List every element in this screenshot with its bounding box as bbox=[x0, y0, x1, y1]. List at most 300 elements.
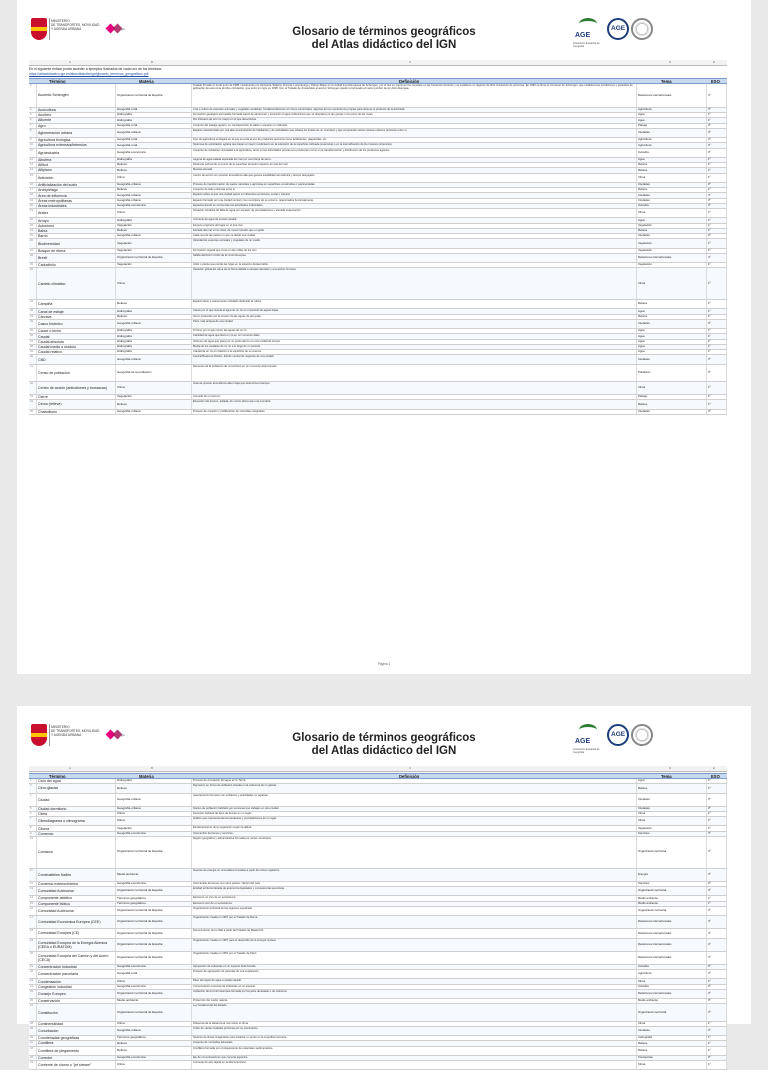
definition-cell: Concentración excesiva de industrias en un espacio. bbox=[192, 985, 637, 989]
level-cell: 3º bbox=[707, 999, 727, 1003]
subject-cell: Hidrografía bbox=[116, 309, 192, 313]
table-row bbox=[29, 254, 727, 263]
level-cell: 1º bbox=[707, 163, 727, 167]
row-number: 3 bbox=[29, 784, 37, 792]
level-cell: 1º bbox=[707, 300, 727, 308]
row-number: 20 bbox=[29, 952, 37, 964]
definition-cell: Variación global del clima de la Tierra debida a causas naturales y a la acción humana. bbox=[192, 268, 637, 299]
theme-cell: Medio ambiente bbox=[637, 896, 707, 900]
theme-cell: Agua bbox=[637, 329, 707, 333]
subject-cell: Geografía urbana bbox=[116, 183, 192, 187]
table-row bbox=[29, 887, 727, 896]
term-cell: Comunidad Económica Europea (CEE) bbox=[37, 916, 116, 928]
row-number: 16 bbox=[29, 183, 37, 187]
theme-cell: Relaciones internacionales bbox=[637, 990, 707, 998]
page-header bbox=[17, 0, 751, 58]
row-number: 11 bbox=[29, 869, 37, 881]
row-number: 14 bbox=[29, 896, 37, 900]
theme-cell: Agricultura bbox=[637, 143, 707, 147]
table-row bbox=[29, 149, 727, 158]
level-cell: 3º bbox=[707, 193, 727, 197]
level-cell: 1º bbox=[707, 395, 727, 399]
row-number: 22 bbox=[29, 970, 37, 978]
term-cell: Aridez bbox=[37, 209, 116, 217]
definition-cell: Meseta elevada. bbox=[192, 168, 637, 172]
theme-cell: Transportes bbox=[637, 1056, 707, 1060]
definition-cell: Entidad territorial dotada de autonomía legislativa y competencias ejecutivas. bbox=[192, 887, 637, 895]
examples-link[interactable]: https://atlasdidactico.ign.es/atlasdidacticoign/glosario_terminos_geograficos.pdf bbox=[29, 71, 149, 76]
row-number: 28 bbox=[29, 254, 37, 262]
theme-cell: Ciudades bbox=[637, 1027, 707, 1035]
level-cell: 1º bbox=[707, 188, 727, 192]
row-number: 27 bbox=[29, 1004, 37, 1020]
theme-cell: Relaciones internacionales bbox=[637, 916, 707, 928]
term-cell: Ciudad bbox=[37, 794, 116, 806]
definition-cell: Asentamiento humano con población y actividades no agrarias. bbox=[192, 794, 637, 806]
term-cell: Comercio bbox=[37, 832, 116, 836]
theme-cell: Relaciones internacionales bbox=[637, 84, 707, 107]
theme-cell: Ciudades bbox=[637, 807, 707, 811]
term-cell: Áreas metropolitanas bbox=[37, 199, 116, 203]
row-number: 33 bbox=[29, 315, 37, 319]
theme-cell: Paisaje bbox=[637, 124, 707, 128]
table-row bbox=[29, 970, 727, 979]
definition-cell: Unión de varias ciudades próximas por su crecimiento. bbox=[192, 1027, 637, 1035]
level-cell: 3º bbox=[707, 183, 727, 187]
term-cell: Anticiclón bbox=[37, 174, 116, 182]
table-row bbox=[29, 300, 727, 309]
definition-cell: Depresión en forma de anfiteatro situada en la cabecera de un glaciar. bbox=[192, 784, 637, 792]
definition-cell: Corriente de aire rápida en la alta troposfera. bbox=[192, 1061, 637, 1069]
subject-cell: Geografía económica bbox=[116, 204, 192, 208]
level-cell: 1º bbox=[707, 1047, 727, 1055]
term-cell: Caducifolio bbox=[37, 263, 116, 267]
term-cell: Combustibles fósiles bbox=[37, 869, 116, 881]
level-cell: 1º bbox=[707, 340, 727, 344]
term-cell: Clisera bbox=[37, 826, 116, 830]
subject-cell: Geografía urbana bbox=[116, 199, 192, 203]
row-number: 31 bbox=[29, 1041, 37, 1045]
level-cell: 1º bbox=[707, 382, 727, 394]
definition-cell: Especie originaria del lugar en el que vive. bbox=[192, 224, 637, 228]
row-number: 41 bbox=[29, 365, 37, 381]
term-cell: Cerca (relieve) bbox=[37, 400, 116, 408]
definition-cell: Agrupación de industrias en un espacio determinado. bbox=[192, 965, 637, 969]
theme-cell: Medio ambiente bbox=[637, 999, 707, 1003]
subject-cell: Relieve bbox=[116, 315, 192, 319]
theme-cell: Vegetación bbox=[637, 249, 707, 253]
term-cell: CBD bbox=[37, 355, 116, 363]
definition-cell: Denominación de la CEE a partir del Tratado de Maastricht. bbox=[192, 929, 637, 937]
row-number: 3 bbox=[29, 84, 37, 107]
row-number: 26 bbox=[29, 239, 37, 247]
row-number: 17 bbox=[29, 188, 37, 192]
level-cell: 3º bbox=[707, 129, 727, 137]
subject-cell: Organización territorial de España bbox=[116, 916, 192, 928]
subject-cell: Clima bbox=[116, 382, 192, 394]
theme-cell: Agua bbox=[637, 779, 707, 783]
subject-cell: Geografía rural bbox=[116, 138, 192, 142]
definition-cell: Influencia de la distancia al mar sobre el clima. bbox=[192, 1022, 637, 1026]
definition-cell: Tipo de agricultura ecológica en la que se evita el uso de productos químicos como fertilizantes, plaguicidas, etc. bbox=[192, 138, 637, 142]
term-cell: Clima bbox=[37, 812, 116, 816]
definition-cell: Espacio llano o suavemente ondulado dedicado al cultivo. bbox=[192, 300, 637, 308]
term-cell: Bosque de ribera bbox=[37, 249, 116, 253]
term-cell: Áreas industriales bbox=[37, 204, 116, 208]
term-cell: Comunidad Europea (CE) bbox=[37, 929, 116, 937]
subject-cell: Relieve bbox=[116, 168, 192, 172]
row-number: 21 bbox=[29, 965, 37, 969]
theme-cell: Clima bbox=[637, 174, 707, 182]
definition-cell: Cercado de un terreno. bbox=[192, 395, 637, 399]
level-cell: 3º bbox=[707, 1027, 727, 1035]
theme-cell: Medio ambiente bbox=[637, 902, 707, 906]
definition-cell: Espacios donde se concentran las actividades industriales. bbox=[192, 204, 637, 208]
row-number: 34 bbox=[29, 320, 37, 328]
table-row bbox=[29, 817, 727, 826]
row-number: 23 bbox=[29, 224, 37, 228]
theme-cell: Relieve bbox=[637, 229, 707, 233]
definition-cell: Cauce por el que circula el agua de un río en el periodo de aguas bajas. bbox=[192, 309, 637, 313]
level-cell: 1º bbox=[707, 817, 727, 825]
subject-cell: Organización territorial de España bbox=[116, 254, 192, 262]
definition-cell: Elemento no vivo de un ecosistema. bbox=[192, 896, 637, 900]
subject-cell: Organización territorial de España bbox=[116, 929, 192, 937]
table-row bbox=[29, 907, 727, 916]
row-number: 15 bbox=[29, 902, 37, 906]
row-number: 38 bbox=[29, 345, 37, 349]
subject-cell: Clima bbox=[116, 1061, 192, 1069]
level-cell: 1º bbox=[707, 315, 727, 319]
term-cell: Afluente bbox=[37, 118, 116, 122]
level-cell: 3º bbox=[707, 869, 727, 881]
term-cell: Componente biótico bbox=[37, 902, 116, 906]
term-cell: Aglomeración urbana bbox=[37, 129, 116, 137]
definition-cell: Corriente de agua de escaso caudal. bbox=[192, 218, 637, 222]
row-number: 7 bbox=[29, 124, 37, 128]
row-number: 12 bbox=[29, 158, 37, 162]
theme-cell: Ciudades bbox=[637, 193, 707, 197]
subject-cell: Geografía económica bbox=[116, 985, 192, 989]
definition-cell: Organización territorial de las regiones españolas. bbox=[192, 907, 637, 915]
header-definicion: Definición bbox=[399, 79, 420, 84]
subject-cell: Geografía de la población bbox=[116, 365, 192, 381]
term-cell: Acuicultura bbox=[37, 108, 116, 112]
theme-cell: Clima bbox=[637, 209, 707, 217]
subject-cell: Clima bbox=[116, 209, 192, 217]
definition-cell: Espacio formado por una ciudad central y los municipios de su entorno, relacionados funcionalmente. bbox=[192, 199, 637, 203]
row-number: 13 bbox=[29, 163, 37, 167]
term-cell: Corriente de chorro o "jet stream" bbox=[37, 1061, 116, 1069]
theme-cell: Relieve bbox=[637, 163, 707, 167]
level-cell: 1º bbox=[707, 249, 727, 253]
term-cell: Circo glaciar bbox=[37, 784, 116, 792]
subject-cell: Hidrografía bbox=[116, 113, 192, 117]
term-cell: Ciudad dormitorio bbox=[37, 807, 116, 811]
table-row bbox=[29, 382, 727, 395]
theme-cell: Relieve bbox=[637, 1047, 707, 1055]
term-cell: Cierre bbox=[37, 395, 116, 399]
level-cell: 3º bbox=[707, 320, 727, 328]
definition-cell: Intercambio de bienes y servicios. bbox=[192, 832, 637, 836]
level-cell: 3º bbox=[707, 149, 727, 157]
subject-cell: Relieve bbox=[116, 300, 192, 308]
term-cell: Continentalidad bbox=[37, 1022, 116, 1026]
level-cell: 1º bbox=[707, 812, 727, 816]
term-cell: Consejo Europeo bbox=[37, 990, 116, 998]
theme-cell: Agricultura bbox=[637, 138, 707, 142]
level-cell: 4º bbox=[707, 939, 727, 951]
level-cell: 1º bbox=[707, 345, 727, 349]
theme-cell: Relieve bbox=[637, 400, 707, 408]
definition-cell: Volumen de agua que pasa por un punto del río en una unidad de tiempo. bbox=[192, 340, 637, 344]
row-number: 17 bbox=[29, 916, 37, 928]
subject-cell: Geografía rural bbox=[116, 143, 192, 147]
row-number: 20 bbox=[29, 204, 37, 208]
definition-cell: Área de presión atmosférica alta o baja que determina el tiempo. bbox=[192, 382, 637, 394]
term-cell: Artificialización del suelo bbox=[37, 183, 116, 187]
term-cell: Comercio exterior/interior bbox=[37, 882, 116, 886]
subject-cell: Geografía rural bbox=[116, 124, 192, 128]
level-cell: 3º bbox=[707, 1056, 727, 1060]
subject-cell: Organización territorial de España bbox=[116, 990, 192, 998]
definition-cell: Proceso de creación y proliferación de viviendas marginales. bbox=[192, 410, 637, 414]
subject-cell: Geografía urbana bbox=[116, 129, 192, 137]
seal-logo bbox=[631, 18, 653, 40]
subject-cell: Relieve bbox=[116, 163, 192, 167]
row-number: 19 bbox=[29, 199, 37, 203]
level-cell: 1º bbox=[707, 218, 727, 222]
definition-cell: Eje de comunicaciones que conecta espacios. bbox=[192, 1056, 637, 1060]
subject-cell: Vegetación bbox=[116, 395, 192, 399]
row-number: 32 bbox=[29, 1047, 37, 1055]
theme-cell: Relaciones internacionales bbox=[637, 952, 707, 964]
theme-cell: Ciudades bbox=[637, 410, 707, 414]
document-page-1 bbox=[17, 0, 751, 674]
row-number: 28 bbox=[29, 1022, 37, 1026]
level-cell: 3º bbox=[707, 887, 727, 895]
theme-cell: Relieve bbox=[637, 188, 707, 192]
row-number: 8 bbox=[29, 129, 37, 137]
row-number: 18 bbox=[29, 929, 37, 937]
subject-cell: Hidrografía bbox=[116, 329, 192, 333]
subject-cell: Geografía urbana bbox=[116, 807, 192, 811]
definition-cell: Proceso de transformación de suelos naturales o agrícolas en superficies construidas o pavimentadas. bbox=[192, 183, 637, 187]
subject-cell: Hidrografía bbox=[116, 345, 192, 349]
table-row bbox=[29, 365, 727, 382]
table-row bbox=[29, 939, 727, 952]
definition-cell: Media de los caudales de un río a lo largo de un periodo. bbox=[192, 345, 637, 349]
row-number: 13 bbox=[29, 887, 37, 895]
definition-cell: Conjunto de islas próximas entre sí. bbox=[192, 188, 637, 192]
definition-cell: Conjunto de industrias vinculadas a la agricultura, tanto en las actividades previas a la producción como en la transformación y distribución de los productos agrarios. bbox=[192, 149, 637, 157]
definition-cell: Variedad de especies animales y vegetales de un medio. bbox=[192, 239, 637, 247]
term-cell: Agricultura extensiva/intensiva bbox=[37, 143, 116, 147]
theme-cell: Servicios bbox=[637, 832, 707, 836]
definition-cell: Ley fundamental del Estado. bbox=[192, 1004, 637, 1020]
level-cell: 4º bbox=[707, 254, 727, 262]
theme-cell: Relaciones internacionales bbox=[637, 254, 707, 262]
row-number: 6 bbox=[29, 812, 37, 816]
subject-cell: Hidrografía bbox=[116, 340, 192, 344]
table-row bbox=[29, 1061, 727, 1070]
level-cell: 4º bbox=[707, 916, 727, 928]
level-cell: 1º bbox=[707, 826, 727, 830]
row-number: 35 bbox=[29, 329, 37, 333]
subject-cell: Relieve bbox=[116, 1047, 192, 1055]
subject-cell: Hidrografía bbox=[116, 779, 192, 783]
glossary-table bbox=[29, 78, 727, 415]
definition-cell: Sucesión habitual de tipos de tiempo en un lugar. bbox=[192, 812, 637, 816]
ministry-name: MINISTERIO DE TRANSPORTES, MOVILIDAD Y AGENDA URBANA bbox=[51, 725, 100, 738]
definition-cell: Río tributario de otro río mayor en el que desemboca. bbox=[192, 118, 637, 122]
level-cell: 3º bbox=[707, 355, 727, 363]
theme-cell: Vegetación bbox=[637, 826, 707, 830]
level-cell: 1º bbox=[707, 263, 727, 267]
row-number: 5 bbox=[29, 807, 37, 811]
page-footer: Página 1 bbox=[377, 662, 391, 666]
row-number: 10 bbox=[29, 143, 37, 147]
theme-cell: Agua bbox=[637, 113, 707, 117]
ign-logo: ign bbox=[107, 23, 123, 33]
subject-cell: Relieve bbox=[116, 784, 192, 792]
level-cell: 4º bbox=[707, 990, 727, 998]
definition-cell: Cada una de las partes en que se divide una ciudad. bbox=[192, 234, 637, 238]
term-cell: Cordillera bbox=[37, 1041, 116, 1045]
term-cell: Climodiagrama o climograma bbox=[37, 817, 116, 825]
header-materia: Materia bbox=[139, 79, 154, 84]
theme-cell: Relaciones internacionales bbox=[637, 939, 707, 951]
row-number: 11 bbox=[29, 149, 37, 157]
theme-cell: Ciudades bbox=[637, 794, 707, 806]
level-cell: 1º bbox=[707, 1041, 727, 1045]
row-number: 25 bbox=[29, 990, 37, 998]
row-number: 37 bbox=[29, 340, 37, 344]
row-number: 16 bbox=[29, 907, 37, 915]
definition-cell: Proceso de agrupación de parcelas de una explotación. bbox=[192, 970, 637, 978]
term-cell: Arroyo bbox=[37, 218, 116, 222]
term-cell: Altiplano bbox=[37, 168, 116, 172]
subject-cell: Geografía rural bbox=[116, 970, 192, 978]
term-cell: Altitud bbox=[37, 163, 116, 167]
term-cell: Área de influencia bbox=[37, 193, 116, 197]
page-header bbox=[17, 706, 751, 764]
definition-cell: Protección del medio natural. bbox=[192, 999, 637, 1003]
header-tema: Tema bbox=[661, 774, 672, 779]
term-cell: Agroindustria bbox=[37, 149, 116, 157]
level-cell: 1º bbox=[707, 979, 727, 983]
term-cell: Comunidad Europea de la Energía Atómica (CEEA o EURATOM) bbox=[37, 939, 116, 951]
definition-cell: Organización creada en 1957 para el desarrollo de la energía nuclear. bbox=[192, 939, 637, 951]
term-cell: Comunidad Europea del Carbón y del Acero (CECA) bbox=[37, 952, 116, 964]
subject-cell: Vegetación bbox=[116, 249, 192, 253]
level-cell: 1º bbox=[707, 1022, 727, 1026]
term-cell: Comarca bbox=[37, 837, 116, 868]
subject-cell: Clima bbox=[116, 268, 192, 299]
subject-cell: Relieve bbox=[116, 1041, 192, 1045]
subject-cell: Geografía económica bbox=[116, 1056, 192, 1060]
level-cell: 3º bbox=[707, 108, 727, 112]
definition-cell: Formación vegetal que crece en las orillas de los ríos. bbox=[192, 249, 637, 253]
subject-cell: Geografía urbana bbox=[116, 193, 192, 197]
level-cell: 1º bbox=[707, 309, 727, 313]
definition-cell: Intercambio de bienes con otros países / dentro del país. bbox=[192, 882, 637, 886]
row-number: 9 bbox=[29, 138, 37, 142]
subject-cell: Términos geográficos bbox=[116, 1036, 192, 1040]
row-number: 23 bbox=[29, 979, 37, 983]
age-round-logo: AGE bbox=[607, 18, 629, 40]
term-cell: Agricultura biológica bbox=[37, 138, 116, 142]
definition-cell: Situación climática de falta de agua por escasez de precipitaciones y elevada evaporación. bbox=[192, 209, 637, 217]
theme-cell: Servicios bbox=[637, 882, 707, 886]
term-cell: Acuerdo Schengen bbox=[37, 84, 116, 107]
level-cell: 1º bbox=[707, 118, 727, 122]
term-cell: Caudal absoluto bbox=[37, 340, 116, 344]
theme-cell: Industria bbox=[637, 965, 707, 969]
level-cell: 3º bbox=[707, 199, 727, 203]
definition-cell: Centro de acción con presión atmosférica alta que genera estabilidad atmosférica y tiempo despejado. bbox=[192, 174, 637, 182]
intro-text: En el siguiente enlace podrá acceder a ejemplos ilustrados de cada uno de los términos: https://atlasdidactico.ign.es/atlasdidacticoign/glosario_terminos_geograficos.pdf bbox=[29, 67, 727, 76]
row-number: 2 bbox=[29, 779, 37, 783]
table-row bbox=[29, 916, 727, 929]
subject-cell: Términos geográficos bbox=[116, 896, 192, 900]
definition-cell: Cantidad de agua que lleva un río en un momento dado. bbox=[192, 334, 637, 338]
document-page-2 bbox=[17, 706, 751, 1068]
theme-cell: Vegetación bbox=[637, 239, 707, 247]
level-cell: 1º bbox=[707, 113, 727, 117]
subject-cell: Vegetación bbox=[116, 239, 192, 247]
level-cell: 3º bbox=[707, 204, 727, 208]
level-cell: 1º bbox=[707, 896, 727, 900]
term-cell: Caudal medio o módulo bbox=[37, 345, 116, 349]
theme-cell: Agua bbox=[637, 309, 707, 313]
subject-cell: Geografía rural bbox=[116, 108, 192, 112]
level-cell: 1º bbox=[707, 902, 727, 906]
table-body bbox=[29, 84, 727, 415]
level-cell: 1º bbox=[707, 229, 727, 233]
subject-cell: Vegetación bbox=[116, 263, 192, 267]
theme-cell: Agricultura bbox=[637, 108, 707, 112]
definition-cell: Espacio caracterizado por una alta concentración de habitantes y de actividades que rebasa los límites de un municipio y que comprende varios núcleos urbanos próximos entre sí. bbox=[192, 129, 637, 137]
level-cell: 3º bbox=[707, 410, 727, 414]
term-cell: Componente abiótico bbox=[37, 896, 116, 900]
level-cell: 3º bbox=[707, 832, 727, 836]
table-row bbox=[29, 84, 727, 108]
theme-cell: Vegetación bbox=[637, 263, 707, 267]
term-cell: Conurbación bbox=[37, 1027, 116, 1035]
row-number: 34 bbox=[29, 1061, 37, 1069]
theme-cell: Clima bbox=[637, 1061, 707, 1069]
theme-cell: Agua bbox=[637, 350, 707, 354]
row-number: 9 bbox=[29, 832, 37, 836]
definition-cell: Espacio sobre el que una ciudad ejerce su influencia económica, social o cultural. bbox=[192, 193, 637, 197]
term-cell: Caudal relativo bbox=[37, 350, 116, 354]
row-number: 36 bbox=[29, 334, 37, 338]
definition-cell: Parte más antigua de una ciudad. bbox=[192, 320, 637, 328]
definition-cell: Elemento vivo de un ecosistema. bbox=[192, 902, 637, 906]
level-cell: 3º bbox=[707, 794, 727, 806]
subject-cell: Organización territorial de España bbox=[116, 837, 192, 868]
subject-cell: Geografía económica bbox=[116, 965, 192, 969]
theme-cell: Agua bbox=[637, 158, 707, 162]
definition-cell: Escalonamiento de la vegetación según la altitud. bbox=[192, 826, 637, 830]
theme-cell: Agricultura bbox=[637, 970, 707, 978]
column-letters-bar: A B C D E bbox=[29, 60, 727, 66]
level-cell: 3º bbox=[707, 985, 727, 989]
header-termino: Término bbox=[49, 79, 66, 84]
definition-cell: Conjunto de montañas alineadas. bbox=[192, 1041, 637, 1045]
definition-cell: Organización creada en 1951 por el Tratado de París. bbox=[192, 952, 637, 964]
